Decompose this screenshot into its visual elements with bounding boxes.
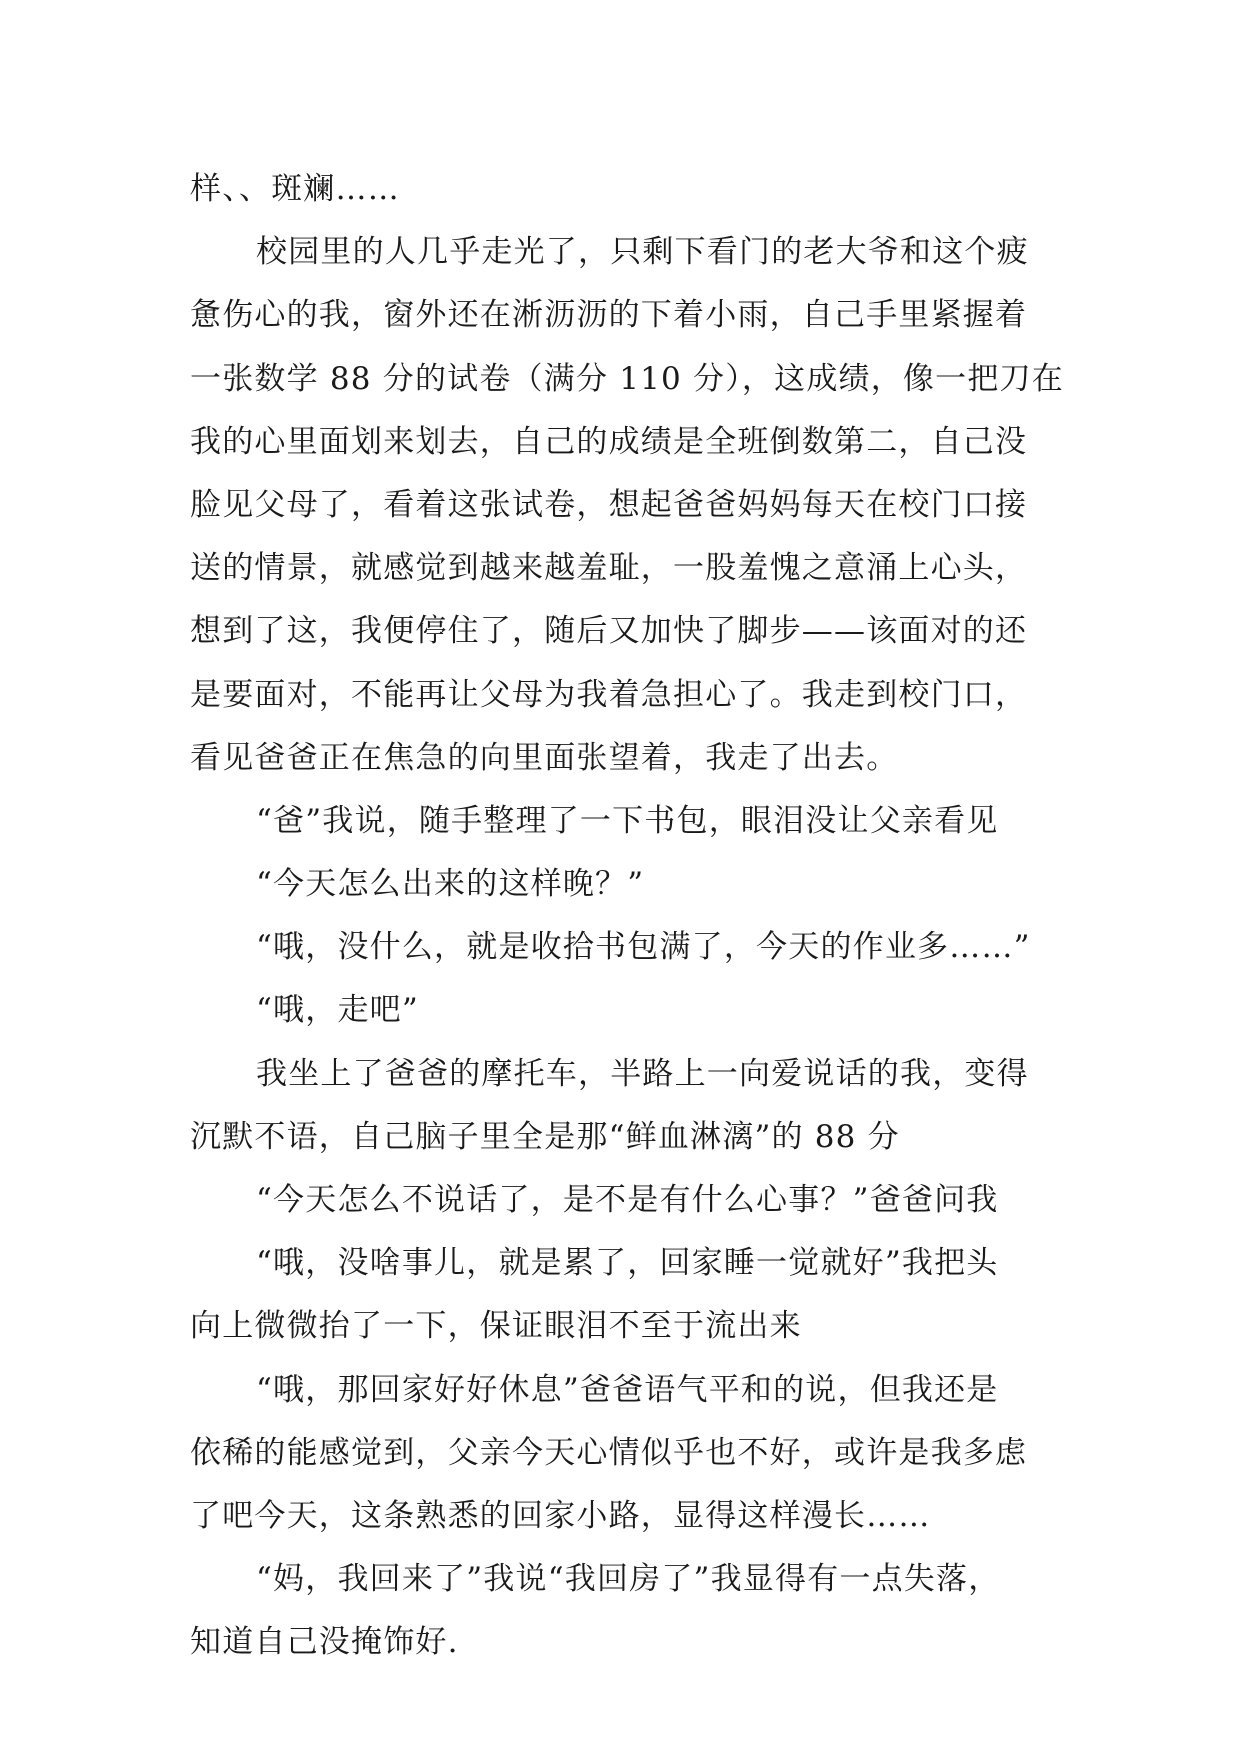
text-line: 样、、斑斓…… — [190, 171, 400, 207]
text-line: 了吧今天，这条熟悉的回家小路，显得这样漫长…… — [190, 1497, 931, 1534]
text-line: “哦，走吧” — [256, 992, 419, 1029]
text-line: “爸”我说，随手整理了一下书包，眼泪没让父亲看见 — [256, 802, 999, 839]
text-line: 我坐上了爸爸的摩托车，半路上一向爱说话的我，变得 — [256, 1055, 1029, 1092]
text-line: 我的心里面划来划去，自己的成绩是全班倒数第二，自己没 — [190, 423, 1028, 460]
text-line: 是要面对，不能再让父母为我着急担心了。我走到校门口， — [190, 676, 1028, 713]
text-line: “今天怎么出来的这样晚？” — [256, 866, 645, 903]
document-body — [190, 158, 1064, 1675]
text-line: 一张数学 88 分的试卷（满分 110 分），这成绩，像一把刀在 — [190, 360, 1064, 397]
text-line: “今天怎么不说话了，是不是有什么心事？”爸爸问我 — [256, 1182, 999, 1218]
text-line: 知道自己没掩饰好. — [190, 1624, 459, 1661]
text-line: 送的情景，就感觉到越来越羞耻，一股羞愧之意涌上心头， — [190, 550, 1028, 587]
text-line: 校园里的人几乎走光了，只剩下看门的老大爷和这个疲 — [256, 234, 1029, 271]
text-line: 看见爸爸正在焦急的向里面张望着，我走了出去。 — [190, 739, 899, 776]
text-line: “妈，我回来了”我说“我回房了”我显得有一点失落， — [256, 1561, 1001, 1598]
text-line: 想到了这，我便停住了，随后又加快了脚步——该面对的还 — [190, 613, 1028, 650]
text-line: “哦，那回家好好休息”爸爸语气平和的说，但我还是 — [256, 1371, 999, 1408]
text-line: “哦，没什么，就是收拾书包满了，今天的作业多……” — [256, 929, 1031, 966]
text-line: 依稀的能感觉到，父亲今天心情似乎也不好，或许是我多虑 — [190, 1434, 1028, 1471]
text-line: 沉默不语，自己脑子里全是那“鲜血淋漓”的 88 分 — [190, 1118, 900, 1155]
text-line: 向上微微抬了一下，保证眼泪不至于流出来 — [190, 1308, 802, 1345]
text-line: 惫伤心的我，窗外还在淅沥沥的下着小雨，自己手里紧握着 — [190, 297, 1028, 334]
text-line: 脸见父母了，看着这张试卷，想起爸爸妈妈每天在校门口接 — [190, 486, 1028, 523]
text-line: “哦，没啥事儿，就是累了，回家睡一觉就好”我把头 — [256, 1245, 999, 1282]
